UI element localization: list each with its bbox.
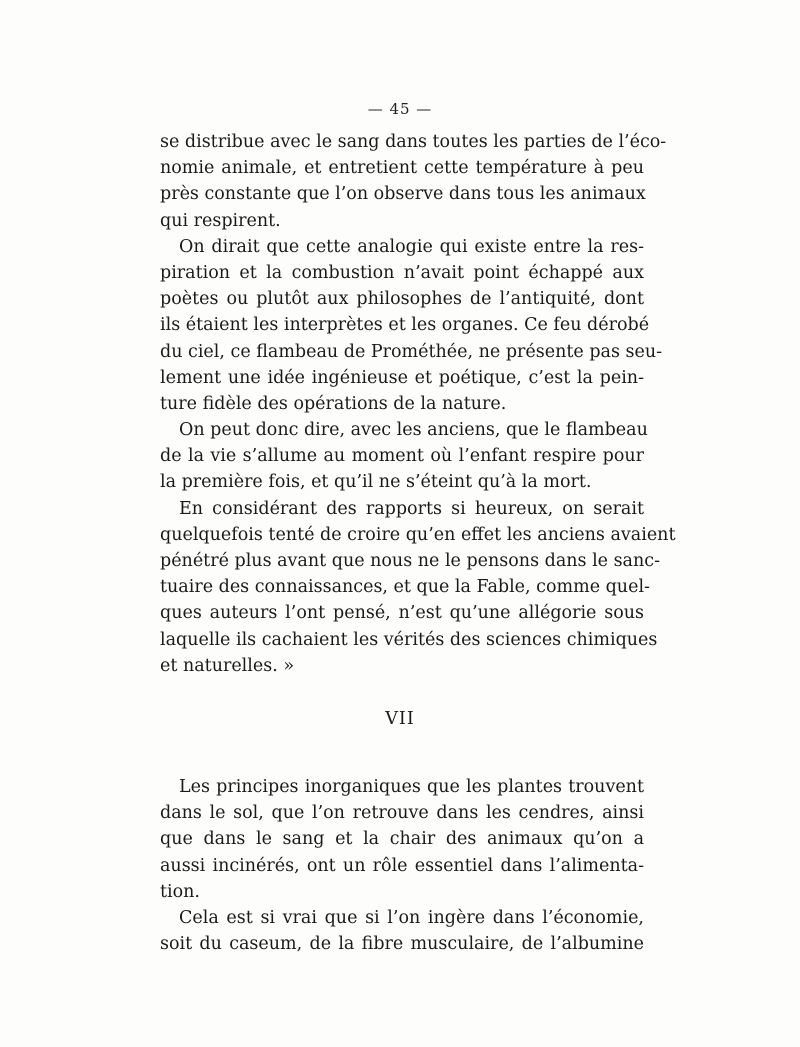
text-line: nomie animale, et entretient cette température à peu <box>160 158 644 179</box>
text-line: On peut donc dire, avec les anciens, que le flambeau <box>179 420 648 441</box>
text-line: quelquefois tenté de croire qu’en effet les anciens avaient <box>160 524 676 545</box>
text-line: Les principes inorganiques que les plantes trouvent <box>179 777 644 797</box>
text-line: soit du caseum, de la fibre musculaire, de l’albumine <box>160 934 644 955</box>
text-line: En considérant des rapports si heureux, on serait <box>179 498 644 519</box>
text-line: lement une idée ingénieuse et poétique, c’est la pein- <box>160 367 644 388</box>
text-line: ques auteurs l’ont pensé, n’est qu’une allégorie sous <box>160 603 644 624</box>
text-line: laquelle ils cachaient les vérités des sciences chimiques <box>160 629 658 650</box>
text-line: dans le sol, que l’on retrouve dans les cendres, ainsi <box>160 803 644 824</box>
text-line: de la vie s’allume au moment où l’enfant respire pour <box>160 446 644 467</box>
text-block-2 <box>160 774 644 957</box>
text-line: tuaire des connaissances, et que la Fable, comme quel- <box>160 577 650 598</box>
page-number: — 45 — <box>367 100 433 118</box>
text-line: On dirait que cette analogie qui existe entre la res- <box>179 236 644 257</box>
text-line: tion. <box>160 881 200 902</box>
text-line: ils étaient les interprètes et les organes. Ce feu dérobé <box>160 315 650 336</box>
text-line: se distribue avec le sang dans toutes les parties de l’éco- <box>160 132 667 152</box>
text-line: aussi incinérés, ont un rôle essentiel dans l’alimenta- <box>160 855 644 876</box>
text-line: Cela est si vrai que si l’on ingère dans l’économie, <box>179 907 644 928</box>
text-line: la première fois, et qu’il ne s’éteint qu’à la mort. <box>160 472 592 493</box>
section-heading: VII <box>385 709 415 729</box>
text-line: poètes ou plutôt aux philosophes de l’antiquité, dont <box>160 289 644 310</box>
text-line: piration et la combustion n’avait point échappé aux <box>160 262 644 283</box>
text-line: près constante que l’on observe dans tous les animaux <box>160 184 646 205</box>
text-line: pénétré plus avant que nous ne le pensons dans le sanc- <box>160 551 660 571</box>
text-line: ture fidèle des opérations de la nature. <box>160 393 507 414</box>
text-line: du ciel, ce flambeau de Prométhée, ne présente pas seu- <box>160 341 663 362</box>
text-line: qui respirent. <box>160 210 281 231</box>
text-line: que dans le sang et la chair des animaux qu’on a <box>160 829 644 850</box>
text-block-1 <box>160 129 676 679</box>
text-line: et naturelles. » <box>160 655 295 676</box>
